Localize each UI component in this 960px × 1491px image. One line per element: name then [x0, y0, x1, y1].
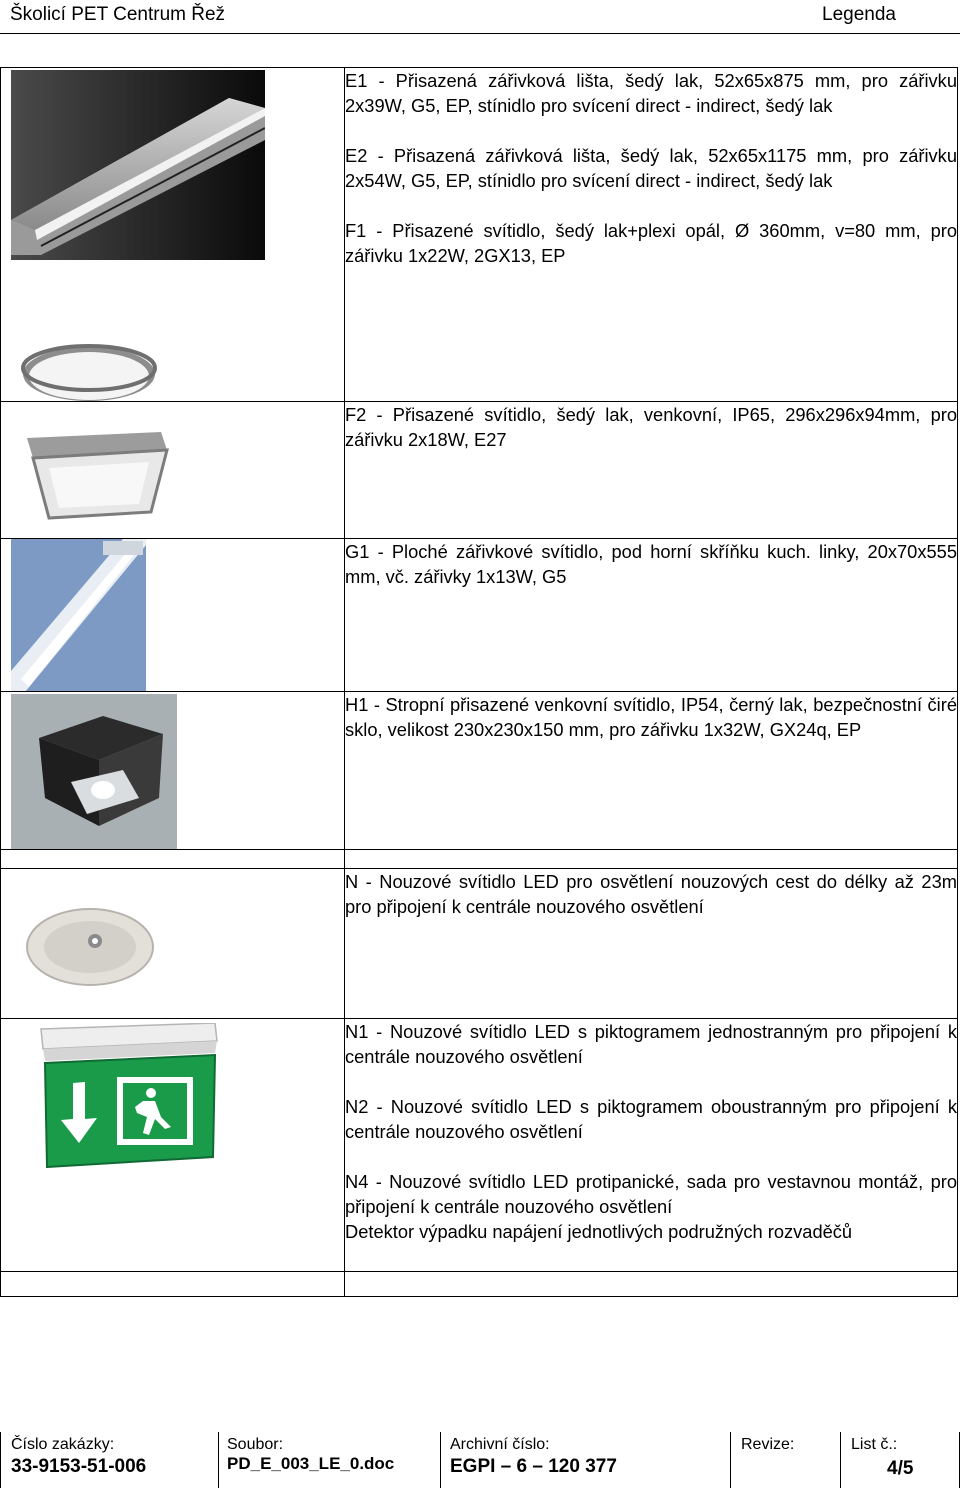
legend-row-empty: [1, 1272, 958, 1297]
legend-row-f2: [1, 402, 958, 539]
empty-cell: [1, 1272, 345, 1297]
list-value: 4/5: [887, 1458, 914, 1479]
title-block: [0, 1432, 960, 1488]
empty-cell: [1, 850, 345, 869]
legend-entry-h1: H1 - Stropní přisazené venkovní svítidlo, IP54, černý lak, bezpečnostní čiré sklo, velikost 230x230x150 mm, pro zářivku 1x32W, GX24q, EP: [345, 694, 957, 740]
legend-entry-n: N - Nouzové svítidlo LED pro osvětlení nouzových cest do délky až 23m pro připojení k centrále nouzového osvětlení: [345, 871, 957, 917]
description-cell: [345, 692, 958, 850]
legend-row-n1-n4: [1, 1019, 958, 1272]
legend-entry-n1: N1 - Nouzové svítidlo LED s piktogramem jednostranným pro připojení k centrále nouzového osvětlení: [345, 1021, 957, 1067]
header-rule: [0, 33, 960, 34]
round-luminaire-image: [19, 330, 159, 402]
legend-entry-detector: Detektor výpadku napájení jednotlivých podružných rozvaděčů: [345, 1221, 853, 1242]
legend-entry-e1: E1 - Přisazená zářivková lišta, šedý lak, 52x65x875 mm, pro zářivku 2x39W, G5, EP, stínidlo pro svícení direct - indirect, šedý lak: [345, 70, 957, 116]
empty-cell: [345, 1272, 958, 1297]
image-cell: [1, 68, 345, 402]
description-cell: [345, 869, 958, 1019]
legend-entry-f2: F2 - Přisazené svítidlo, šedý lak, venkovní, IP65, 296x296x94mm, pro zářivku 2x18W, E27: [345, 404, 957, 450]
archiv-value: EGPI – 6 – 120 377: [450, 1456, 617, 1477]
exit-sign-image: [39, 1023, 219, 1168]
archiv-label: Archivní číslo:: [450, 1436, 550, 1453]
image-cell: [1, 402, 345, 539]
soubor-value: PD_E_003_LE_0.doc: [227, 1454, 395, 1473]
zakazka-label: Číslo zakázky:: [11, 1436, 115, 1453]
legend-row-g1: [1, 539, 958, 692]
legend-row-spacer: [1, 850, 958, 869]
zakazka-value: 33-9153-51-006: [11, 1456, 147, 1477]
legend-entry-g1: G1 - Ploché zářivkové svítidlo, pod horní skříňku kuch. linky, 20x70x555 mm, vč. zářivky 1x13W, G5: [345, 541, 957, 587]
header-project: Školicí PET Centrum Řež: [10, 4, 226, 25]
legend-row-n: [1, 869, 958, 1019]
square-luminaire-image: [21, 428, 171, 524]
title-block-archiv: [440, 1432, 731, 1488]
header-title: Legenda: [822, 4, 896, 25]
description-cell: [345, 539, 958, 692]
emergency-light-image: [25, 907, 155, 987]
legend-table: [0, 67, 958, 1297]
list-label: List č.:: [851, 1436, 898, 1453]
legend-row-e1-f1: [1, 68, 958, 402]
soubor-label: Soubor:: [227, 1436, 284, 1453]
description-cell: [345, 402, 958, 539]
legend-entry-n2: N2 - Nouzové svítidlo LED s piktogramem oboustranným pro připojení k centrále nouzového osvětlení: [345, 1096, 957, 1142]
legend-entry-f1: F1 - Přisazené svítidlo, šedý lak+plexi opál, Ø 360mm, v=80 mm, pro zářivku 1x22W, 2GX13, EP: [345, 220, 957, 266]
image-cell: [1, 869, 345, 1019]
title-block-zakazka: [0, 1432, 219, 1488]
title-block-revize: [730, 1432, 841, 1488]
linear-luminaire-image: [11, 70, 265, 260]
legend-entry-e2: E2 - Přisazená zářivková lišta, šedý lak, 52x65x1175 mm, pro zářivku 2x54W, G5, EP, stínidlo pro svícení direct - indirect, šedý lak: [345, 145, 957, 191]
description-cell: [345, 68, 958, 402]
undercabinet-luminaire-image: [11, 539, 146, 692]
legend-entry-n4: N4 - Nouzové svítidlo LED protipanické, sada pro vestavnou montáž, pro připojení k centrále nouzového osvětlení: [345, 1171, 957, 1217]
title-block-list: [840, 1432, 960, 1488]
empty-cell: [345, 850, 958, 869]
title-block-soubor: [218, 1432, 441, 1488]
legend-row-h1: [1, 692, 958, 850]
outdoor-ceiling-luminaire-image: [11, 694, 177, 849]
image-cell: [1, 539, 345, 692]
description-cell: [345, 1019, 958, 1272]
image-cell: [1, 1019, 345, 1272]
image-cell: [1, 692, 345, 850]
revize-label: Revize:: [741, 1436, 795, 1453]
